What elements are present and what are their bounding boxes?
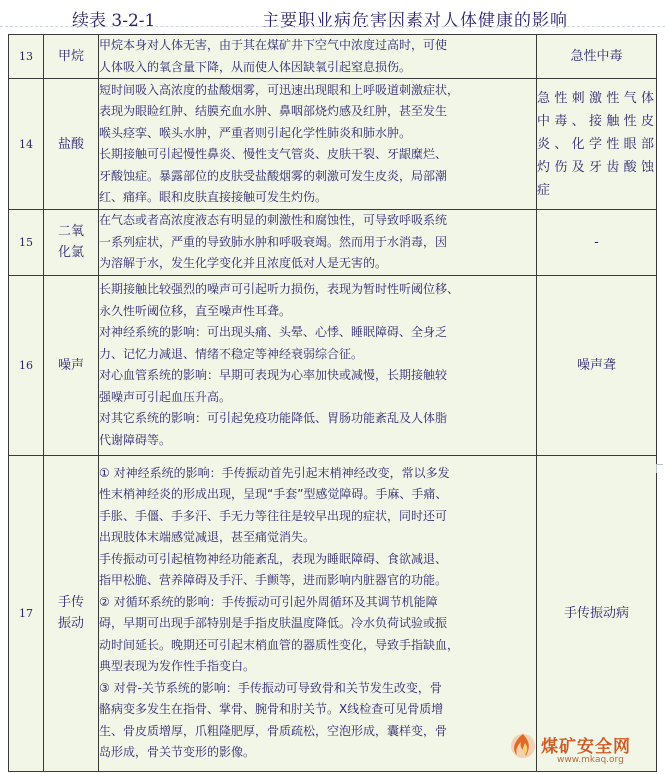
desc-line: 强噪声可引起血压升高。 <box>99 389 232 404</box>
desc-line: ③ 对骨-关节系统的影响：手传振动可导致骨和关节发生改变，骨 <box>99 680 442 695</box>
hazard-name: 二氧化氯 <box>44 210 99 276</box>
row-number: 16 <box>9 275 44 455</box>
watermark-url: www.mkaq.org <box>557 755 624 765</box>
hazard-name: 盐酸 <box>44 79 99 210</box>
health-effect <box>99 275 537 455</box>
desc-line: 代谢障碍等。 <box>99 432 172 447</box>
site-watermark <box>507 730 657 770</box>
desc-line: 骼病变多发生在指骨、掌骨、腕骨和肘关节。X线检查可见骨质增 <box>99 702 444 716</box>
desc-line: 长期接触比较强烈的噪声可引起听力损伤，表现为暂时性听阈位移、 <box>99 282 460 296</box>
health-effect <box>99 79 537 210</box>
desc-line: 岛形成，骨关节变形的影像。 <box>99 745 256 759</box>
desc-line: 对神经系统的影响：可出现头痛、头晕、心悸、睡眠障碍、全身乏 <box>99 325 448 339</box>
desc-line: 长期接触可引起慢性鼻炎、慢性支气管炎、皮肤干裂、牙龈糜烂、 <box>99 147 448 161</box>
table-row <box>9 210 657 276</box>
desc-line: 性末梢神经炎的形成出现，呈现“手套”型感觉障碍。手麻、手痛、 <box>99 487 448 501</box>
desc-line: 人体吸入的氧含量下降，从而使人体因缺氧引起窒息损伤。 <box>99 59 412 74</box>
desc-line: 力、记忆力减退、情绪不稳定等神经衰弱综合征。 <box>99 346 364 361</box>
row-number: 17 <box>9 455 44 771</box>
desc-line: ② 对循环系统的影响：手传振动可引起外周循环及其调节机能障 <box>99 594 438 609</box>
desc-line: 喉头痉挛、喉头水肿，严重者则引起化学性肺炎和肺水肿。 <box>99 125 412 140</box>
row-number: 14 <box>9 79 44 210</box>
occupational-disease: - <box>537 210 657 276</box>
watermark-text: 煤矿安全网 <box>541 737 631 757</box>
table-row <box>9 455 657 771</box>
desc-line: 为溶解于水，发生化学变化并且浓度低对人是无害的。 <box>99 256 388 270</box>
desc-line: 手胀、手僵、手多汗、手无力等往往是较早出现的症状，同时还可 <box>99 508 448 523</box>
health-effect <box>99 210 537 276</box>
desc-line: ① 对神经系统的影响：手传振动首先引起末梢神经改变，常以多发 <box>99 465 450 480</box>
desc-line: 牙酸蚀症。暴露部位的皮肤受盐酸烟雾的刺激可发生皮炎，局部潮 <box>99 168 448 183</box>
desc-line: 红、痛痒。眼和皮肤直接接触可发生灼伤。 <box>99 190 328 204</box>
occupational-disease: 急性中毒 <box>537 35 657 79</box>
table-row <box>9 79 657 210</box>
desc-line: 出现肢体末端感觉减退，甚至痛觉消失。 <box>99 530 316 544</box>
desc-line: 表现为眼睑红肿、结膜充血水肿、鼻咽部烧灼感及红肿，甚至发生 <box>99 104 448 118</box>
occupational-disease: 手传振动病 <box>537 455 657 771</box>
hazard-table <box>8 34 657 772</box>
health-effect <box>99 35 537 79</box>
cell-corner-mark <box>656 464 663 473</box>
desc-line: 动时间延长。晚期还可引起末梢血管的器质性变化，导致手指缺血， <box>99 637 460 652</box>
hazard-name: 手传振动 <box>44 455 99 771</box>
desc-line: 指甲松脆、营养障碍及手汗、手颤等，进而影响内脏器官的功能。 <box>99 573 448 587</box>
desc-line: 甲烷本身对人体无害，由于其在煤矿井下空气中浓度过高时，可使 <box>99 38 448 52</box>
desc-line: 永久性听阈位移，直至噪声性耳聋。 <box>99 303 292 318</box>
desc-line: 典型表现为发作性手指变白。 <box>99 659 256 673</box>
occupational-disease: 急性刺激性气体中毒、接触性皮炎、化学性眼部灼伤及牙齿酸蚀症 <box>537 79 657 210</box>
table-title: 主要职业病危害因素对人体健康的影响 <box>262 11 568 31</box>
desc-line: 短时间吸入高浓度的盐酸烟雾，可迅速出现眼和上呼吸道刺激症状， <box>99 82 460 97</box>
hazard-name: 甲烷 <box>44 35 99 79</box>
desc-line: 对心血管系统的影响：早期可表现为心率加快或减慢，长期接触较 <box>99 368 448 382</box>
desc-line: 手传振动可引起植物神经功能紊乱，表现为睡眠障碍、食欲减退、 <box>99 551 448 566</box>
desc-line: 在气态或者高浓度液态有明显的刺激性和腐蚀性，可导致呼吸系统 <box>99 213 448 227</box>
hazard-name: 噪声 <box>44 275 99 455</box>
desc-line: 生、骨皮质增厚，爪粗隆肥厚，骨质疏松，空泡形成，囊样变，骨 <box>99 723 448 738</box>
desc-line: 对其它系统的影响：可引起免疫功能降低、胃肠功能紊乱及人体脂 <box>99 411 448 425</box>
table-row <box>9 35 657 79</box>
table-number: 续表 3-2-1 <box>72 11 156 31</box>
table-row <box>9 275 657 455</box>
occupational-disease: 噪声聋 <box>537 275 657 455</box>
desc-line: 碍，早期可出现手部特别是手指皮肤温度降低。冷水负荷试验或振 <box>99 616 448 630</box>
health-effect <box>99 455 537 771</box>
row-number: 15 <box>9 210 44 276</box>
flame-logo-icon <box>507 730 543 760</box>
row-number: 13 <box>9 35 44 79</box>
desc-line: 一系列症状，严重的导致肺水肿和呼吸衰竭。然而用于水消毒，因 <box>99 234 448 249</box>
